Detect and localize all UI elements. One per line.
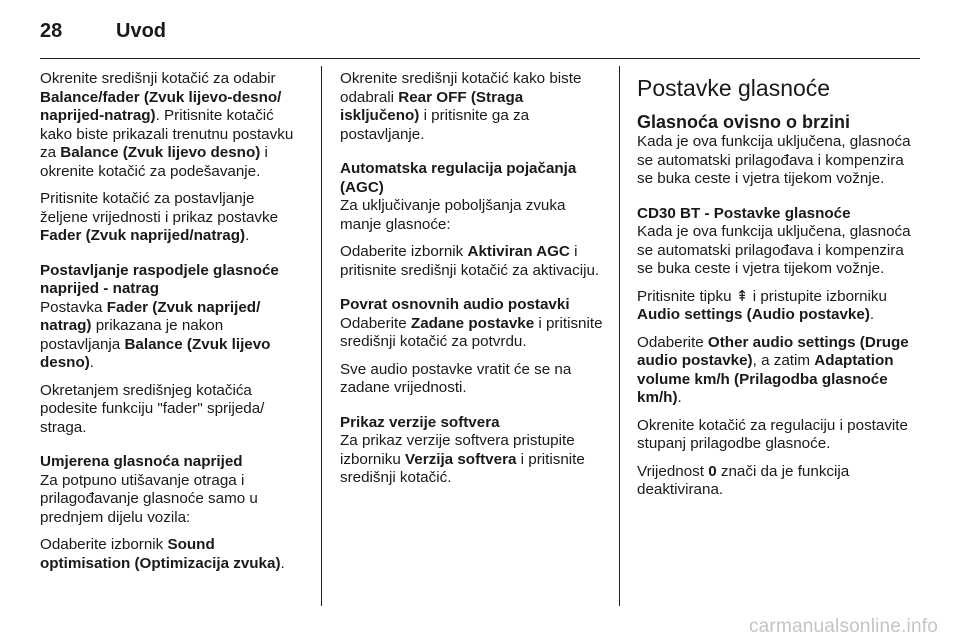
text: Postavka	[40, 298, 107, 316]
text: Okrenite središnji kotačić za odabir	[40, 70, 276, 87]
column-divider-2	[619, 66, 620, 606]
menu-term: Sound optimisation (Optimizacija zvuka)	[40, 536, 281, 572]
text: Pritisnite tipku	[637, 287, 736, 305]
menu-term: Balance (Zvuk lijevo desno)	[60, 144, 261, 161]
menu-term: Aktiviran AGC	[467, 243, 570, 260]
text: Za prikaz verzije softvera pristupite izborniku	[340, 432, 575, 468]
value-term: 0	[708, 462, 717, 480]
text: Vrijednost	[637, 462, 709, 480]
text: .	[280, 554, 285, 572]
text: i pritisnite središnji kotačić za aktivaciju.	[340, 243, 600, 279]
column-1	[40, 70, 306, 582]
subsection-title: Glasnoća ovisno o brzini	[637, 112, 851, 132]
section-heading: Povrat osnovnih audio postavki	[340, 296, 570, 313]
text: .	[89, 354, 95, 371]
text: Pritisnite kotačić za postavljanje željene vrijednosti i prikaz postavke	[40, 190, 279, 226]
menu-term: Rear OFF (Straga isključeno)	[340, 88, 524, 124]
paragraph: Okrenite kotačić za regulaciju i postavite stupanj prilagodbe glasnoće.	[637, 416, 908, 452]
text: i pritisnite ga za postavljanje.	[340, 107, 530, 143]
paragraph: Okretanjem središnjeg kotačića podesite funkciju "fader" sprijeda/ straga.	[40, 381, 265, 436]
text: , a zatim	[752, 352, 815, 369]
menu-term: Zadane postavke	[410, 314, 535, 332]
text: Odaberite izbornik	[340, 243, 468, 260]
paragraph	[40, 70, 306, 181]
paragraph: Kada je ova funkcija uključena, glasnoća se automatski prilagođava i kompenzira se buka ceste i vjetra tijekom vožnje.	[637, 133, 911, 187]
menu-term: Balance/fader (Zvuk lijevo-desno/ naprijed-natrag)	[40, 88, 282, 124]
menu-term: Balance (Zvuk lijevo desno)	[40, 335, 271, 371]
section-heading: CD30 BT - Postavke glasnoće	[637, 204, 851, 222]
paragraph	[40, 190, 306, 246]
menu-term: Fader (Zvuk naprijed/ natrag)	[40, 298, 261, 334]
settings-key-icon: ⇞	[735, 287, 749, 305]
text: i okrenite kotačić za podešavanje.	[40, 144, 268, 180]
paragraph: Za uključivanje poboljšanja zvuka manje glasnoće:	[340, 197, 566, 233]
text: i pritisnite središnji kotačić.	[340, 450, 585, 486]
menu-term: Fader (Zvuk naprijed/natrag)	[40, 227, 246, 244]
text: Odaberite izbornik	[40, 536, 168, 553]
paragraph	[340, 432, 606, 488]
paragraph	[340, 70, 606, 144]
header-rule	[40, 58, 920, 59]
text: i pristupite izborniku	[748, 287, 887, 305]
page-number: 28	[40, 20, 63, 42]
paragraph	[40, 299, 306, 373]
column-divider-1	[321, 66, 322, 606]
text: .	[677, 389, 682, 406]
section-heading: Umjerena glasnoća naprijed	[40, 453, 243, 470]
watermark: carmanualsonline.info	[748, 616, 938, 637]
text: prikazana je nakon postavljanja	[40, 317, 224, 353]
text: . Pritisnite kotačić kako biste prikazali trenutnu postavku za	[40, 107, 294, 161]
paragraph: Za potpuno utišavanje otraga i prilagođavanje glasnoće samo u prednjem dijelu vozila:	[40, 471, 258, 526]
column-3	[637, 74, 912, 509]
text: Odaberite	[637, 333, 708, 351]
paragraph: Kada je ova funkcija uključena, glasnoća se automatski prilagođava i kompenzira se buka ceste i vjetra tijekom vožnje.	[637, 223, 911, 277]
paragraph	[637, 334, 912, 408]
menu-term: Verzija softvera	[405, 450, 517, 468]
section-heading: Postavljanje raspodjele glasnoće naprijed - natrag	[40, 261, 279, 297]
text: Odaberite	[340, 314, 411, 332]
text: .	[869, 306, 875, 323]
menu-term: Adaptation volume km/h (Prilagodba glasnoće km/h)	[637, 352, 894, 406]
menu-term: Audio settings (Audio postavke)	[637, 306, 870, 323]
menu-term: Other audio settings (Druge audio postavke)	[637, 333, 909, 369]
text: znači da je funkcija deaktivirana.	[637, 462, 850, 498]
column-2	[340, 70, 606, 497]
section-heading: Automatska regulacija pojačanja (AGC)	[340, 160, 577, 196]
paragraph	[637, 463, 912, 500]
paragraph	[340, 315, 606, 352]
paragraph	[40, 536, 306, 573]
text: Okrenite središnji kotačić kako biste odabrali	[340, 70, 582, 106]
paragraph	[340, 243, 606, 280]
text: i pritisnite središnji kotačić za potvrdu.	[340, 314, 603, 350]
section-heading: Prikaz verzije softvera	[340, 413, 500, 431]
section-title: Postavke glasnoće	[637, 75, 831, 101]
paragraph: Sve audio postavke vratit će se na zadane vrijednosti.	[340, 360, 572, 396]
paragraph	[637, 288, 912, 325]
text: .	[245, 227, 250, 244]
chapter-title: Uvod	[116, 20, 166, 42]
